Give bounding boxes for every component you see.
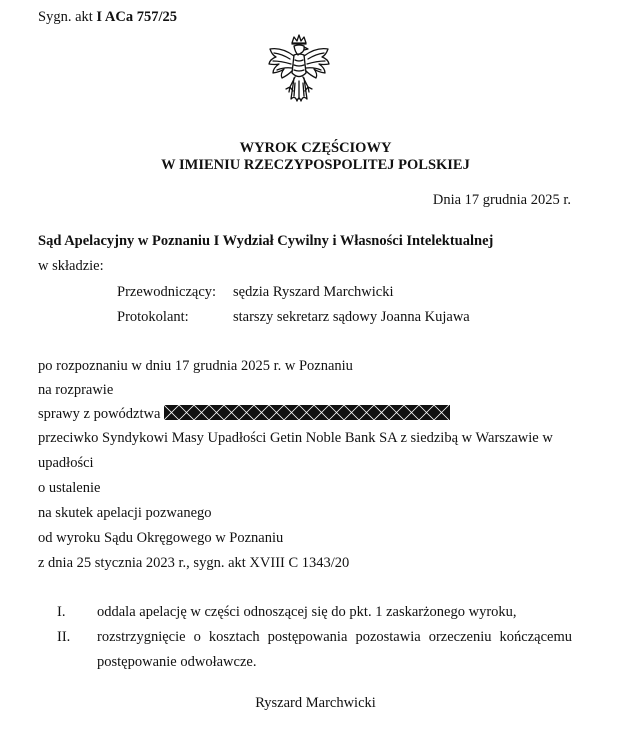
polish-eagle-emblem <box>264 33 334 113</box>
case-line: z dnia 25 stycznia 2023 r., sygn. akt XVIII C 1343/20 <box>38 555 350 571</box>
case-line: po rozpoznaniu w dniu 17 grudnia 2025 r. w Poznaniu <box>38 358 353 374</box>
judgment-date: Dnia 17 grudnia 2025 r. <box>432 192 571 208</box>
case-line-plaintiff <box>38 405 450 423</box>
ruling-text-continued: postępowanie odwoławcze. <box>97 654 257 670</box>
member-role: Przewodniczący: <box>117 284 217 300</box>
member-role: Protokolant: <box>117 309 189 325</box>
case-reference-number: I ACa 757/25 <box>96 9 177 25</box>
case-line: od wyroku Sądu Okręgowego w Poznaniu <box>38 530 284 546</box>
judgment-subtitle: W IMIENIU RZECZYPOSPOLITEJ POLSKIEJ <box>161 157 470 173</box>
case-line: przeciwko Syndykowi Masy Upadłości Getin Noble Bank SA z siedzibą w Warszawie w <box>38 430 553 446</box>
member-person: sędzia Ryszard Marchwicki <box>233 284 394 300</box>
composition-label: w składzie: <box>38 258 104 274</box>
case-reference <box>38 8 177 26</box>
judgment-title: WYROK CZĘŚCIOWY <box>239 140 392 156</box>
ruling-number: II. <box>57 629 71 645</box>
member-person: starszy sekretarz sądowy Joanna Kujawa <box>233 309 470 325</box>
redaction-block <box>164 405 450 420</box>
ruling-number: I. <box>57 604 66 620</box>
case-reference-prefix: Sygn. akt <box>38 9 97 25</box>
court-name: Sąd Apelacyjny w Poznaniu I Wydział Cywilny i Własności Intelektualnej <box>38 233 494 249</box>
case-line: o ustalenie <box>38 480 101 496</box>
case-line: na skutek apelacji pozwanego <box>38 505 212 521</box>
ruling-text: oddala apelację w części odnoszącej się do pkt. 1 zaskarżonego wyroku, <box>97 604 517 620</box>
case-line: upadłości <box>38 455 94 471</box>
ruling-text: rozstrzygnięcie o kosztach postępowania pozostawia orzeczeniu kończącemu <box>97 629 572 645</box>
case-line-text: sprawy z powództwa <box>38 406 161 422</box>
case-line: na rozprawie <box>38 382 114 398</box>
judge-signature: Ryszard Marchwicki <box>255 695 376 711</box>
